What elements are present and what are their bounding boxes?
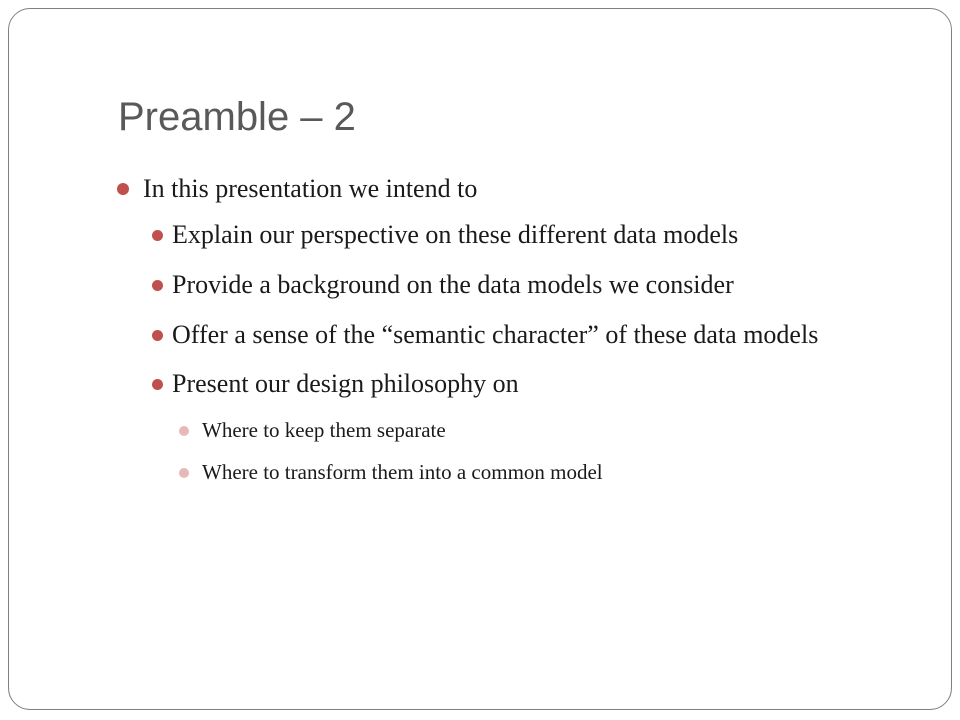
list-item-text: Explain our perspective on these different data models (172, 220, 739, 249)
list-item (9, 416, 912, 444)
sub-bullet-icon (179, 426, 189, 436)
bullet-icon (152, 379, 163, 390)
bullet-list (9, 169, 912, 500)
bullet-icon (152, 230, 163, 241)
list-item (9, 366, 912, 402)
list-item-text: Provide a background on the data models we consider (172, 270, 734, 299)
slide-frame (8, 8, 952, 710)
bullet-icon (152, 330, 163, 341)
list-item (9, 317, 912, 352)
list-item-text: Present our design philosophy on (172, 369, 519, 398)
list-item (9, 169, 912, 209)
list-item-text: In this presentation we intend to (143, 174, 478, 203)
list-item (9, 458, 912, 486)
list-item-text: Where to keep them separate (202, 418, 446, 442)
list-item (9, 267, 912, 303)
bullet-icon (152, 280, 163, 291)
list-item-text: Where to transform them into a common model (202, 460, 603, 484)
list-item (9, 217, 912, 253)
list-item-text: Offer a sense of the “semantic character” of these data models (172, 320, 819, 349)
slide-title: Preamble – 2 (118, 95, 356, 139)
bullet-icon (117, 183, 129, 195)
sub-bullet-icon (179, 468, 189, 478)
